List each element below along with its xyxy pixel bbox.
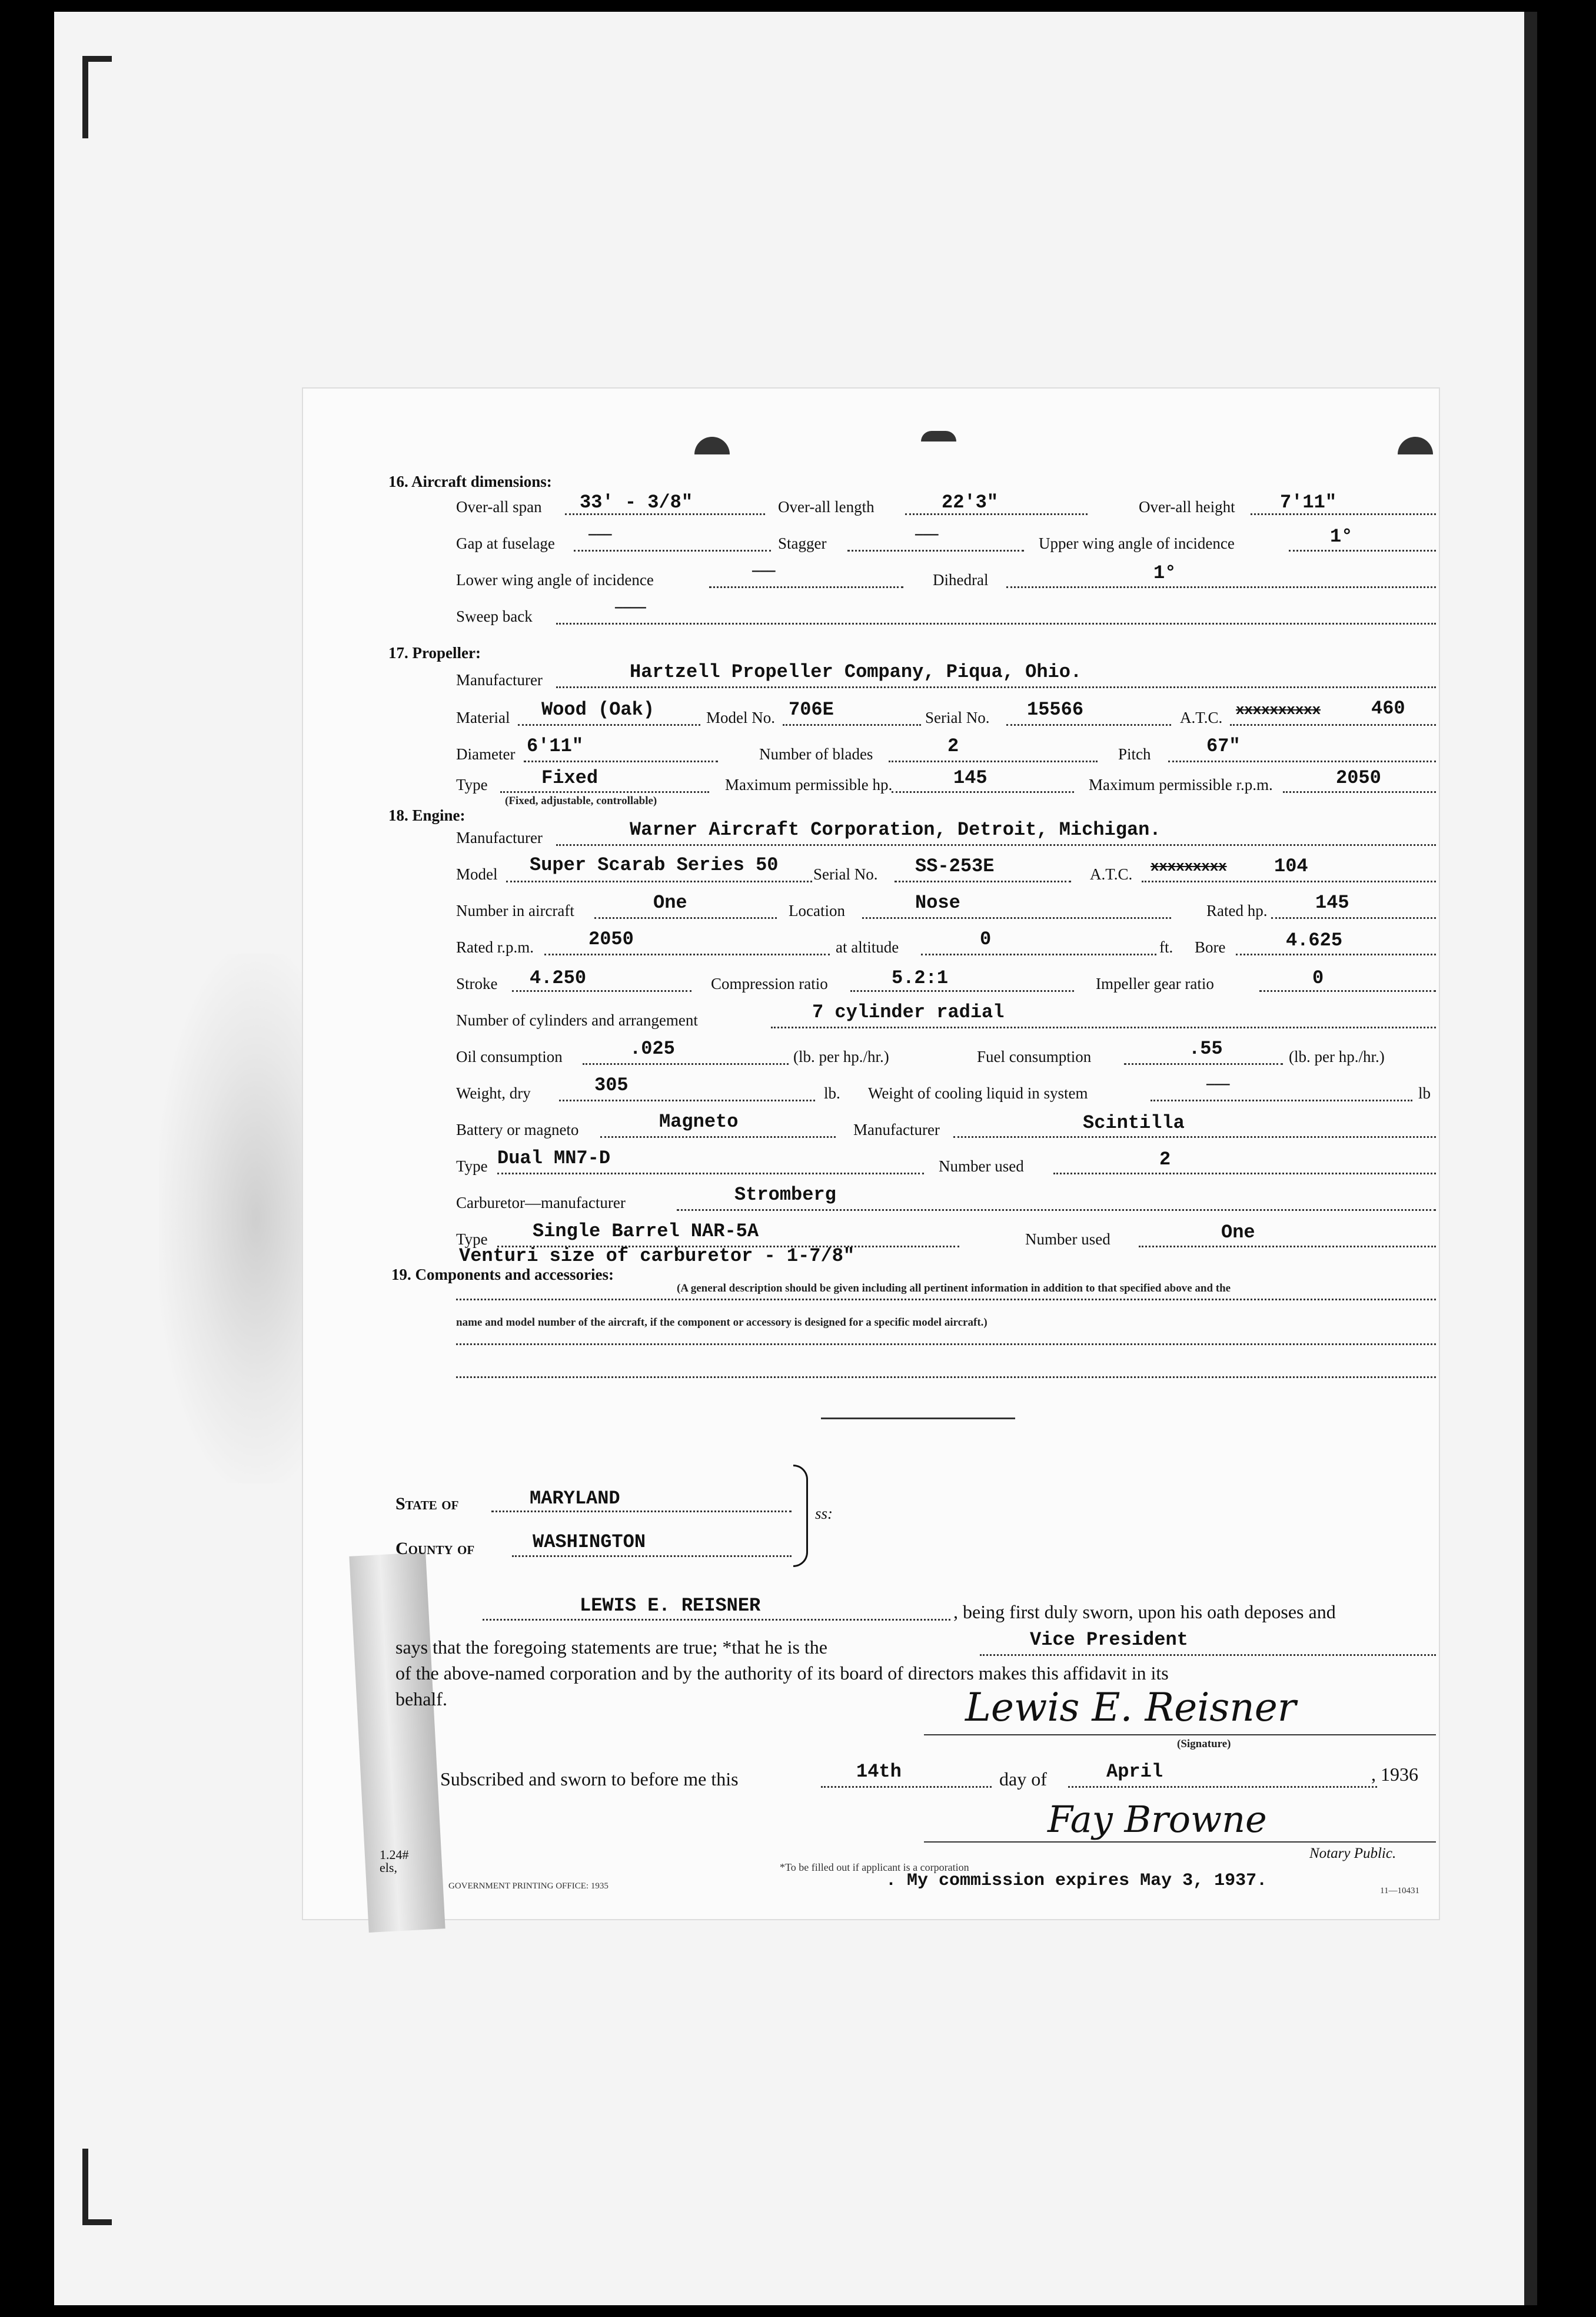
- upper-incidence-value: 1°: [1330, 526, 1353, 547]
- bore-label: Bore: [1195, 938, 1226, 956]
- weight-label: Weight, dry: [456, 1084, 531, 1102]
- propeller-type-label: Type: [456, 776, 488, 794]
- upper-incidence-line: [1289, 550, 1436, 552]
- max-rpm-line: [1283, 791, 1436, 793]
- magneto-type-value: Dual MN7-D: [497, 1147, 611, 1169]
- components-note-2: name and model number of the aircraft, if the component or accessory is designed for a specific model aircraft.): [456, 1316, 987, 1329]
- cylinders-label: Number of cylinders and arrangement: [456, 1011, 698, 1029]
- propeller-model-label: Model No.: [706, 709, 775, 726]
- magneto-manufacturer-label: Manufacturer: [853, 1121, 940, 1138]
- printing-office: GOVERNMENT PRINTING OFFICE: 1935: [448, 1881, 609, 1891]
- crop-mark-top-arm: [82, 56, 112, 62]
- altitude-value: 0: [980, 928, 992, 950]
- form-number: 11—10431: [1380, 1886, 1419, 1896]
- notary-line: [924, 1841, 1436, 1843]
- signature-label: (Signature): [1177, 1738, 1231, 1750]
- compression-label: Compression ratio: [711, 975, 828, 992]
- diameter-line: [524, 761, 718, 762]
- oil-line: [583, 1063, 789, 1065]
- notary-signature: Fay Browne: [1048, 1798, 1267, 1841]
- engine-serial-line: [895, 881, 1071, 882]
- material-label: Material: [456, 709, 510, 726]
- engine-manufacturer-value: Warner Aircraft Corporation, Detroit, Michigan.: [630, 819, 1161, 841]
- crop-mark-bottom: [82, 2149, 88, 2225]
- cooling-value: ———: [1206, 1077, 1230, 1092]
- weight-value: 305: [594, 1074, 629, 1096]
- county-label: County of: [395, 1539, 475, 1558]
- compression-value: 5.2:1: [892, 967, 949, 989]
- pitch-value: 67": [1206, 735, 1241, 757]
- engine-atc-label: A.T.C.: [1090, 865, 1133, 883]
- lower-incidence-value: ———: [752, 564, 776, 579]
- weight-line: [559, 1100, 815, 1101]
- carburetor-manufacturer-line: [677, 1209, 1436, 1211]
- impeller-line: [1259, 990, 1436, 992]
- oil-unit: (lb. per hp./hr.): [793, 1048, 889, 1065]
- engine-manufacturer-line: [556, 844, 1436, 846]
- rated-hp-value: 145: [1315, 892, 1349, 914]
- section-19-title: 19. Components and accessories:: [391, 1266, 614, 1283]
- bore-line: [1236, 954, 1436, 955]
- commission-expiry: . My commission expires May 3, 1937.: [886, 1871, 1268, 1891]
- cylinders-value: 7 cylinder radial: [812, 1001, 1005, 1023]
- battery-value: Magneto: [659, 1111, 739, 1133]
- diameter-label: Diameter: [456, 745, 516, 763]
- punch-hole: [694, 437, 730, 454]
- sweep-label: Sweep back: [456, 608, 533, 625]
- sweep-line: [556, 623, 1436, 625]
- number-in-aircraft-value: One: [653, 892, 687, 914]
- affiant-name-line: [483, 1619, 950, 1621]
- affiant-title-line: [980, 1654, 1436, 1656]
- signature-line: [924, 1734, 1436, 1735]
- components-line-3: [456, 1376, 1436, 1378]
- carburetor-number-label: Number used: [1025, 1230, 1110, 1248]
- rated-rpm-label: Rated r.p.m.: [456, 938, 534, 956]
- pitch-line: [1168, 761, 1436, 762]
- lower-incidence-line: [709, 586, 903, 588]
- engine-manufacturer-label: Manufacturer: [456, 829, 543, 847]
- upper-incidence-label: Upper wing angle of incidence: [1039, 535, 1235, 552]
- components-line-2: [456, 1343, 1436, 1345]
- stagger-value: ———: [915, 527, 939, 542]
- magneto-number-label: Number used: [939, 1157, 1024, 1175]
- max-rpm-label: Maximum permissible r.p.m.: [1089, 776, 1273, 794]
- affidavit-text-2: says that the foregoing statements are true; *that he is the: [395, 1636, 827, 1658]
- overall-span-line: [565, 513, 765, 515]
- overall-length-line: [905, 513, 1088, 515]
- dihedral-value: 1°: [1153, 562, 1176, 584]
- gap-value: ———: [588, 527, 612, 542]
- lower-incidence-label: Lower wing angle of incidence: [456, 571, 654, 589]
- battery-line: [600, 1136, 836, 1138]
- impeller-label: Impeller gear ratio: [1096, 975, 1214, 992]
- ft-label: ft.: [1159, 938, 1173, 956]
- propeller-serial-label: Serial No.: [925, 709, 990, 726]
- blades-line: [889, 761, 1098, 762]
- brace: [793, 1465, 808, 1567]
- magneto-manufacturer-value: Scintilla: [1083, 1112, 1185, 1134]
- punch-hole: [921, 431, 956, 442]
- max-rpm-value: 2050: [1336, 767, 1381, 789]
- propeller-atc-line: [1230, 724, 1436, 726]
- propeller-model-value: 706E: [789, 699, 834, 721]
- section-17-title: 17. Propeller:: [388, 644, 481, 662]
- dihedral-line: [1006, 586, 1436, 588]
- fuel-value: .55: [1189, 1038, 1223, 1060]
- max-hp-line: [892, 791, 1074, 793]
- overall-span-value: 33' - 3/8": [580, 492, 693, 513]
- cooling-unit: lb: [1418, 1084, 1431, 1102]
- engine-atc-line: [1142, 881, 1436, 882]
- day-of-label: day of: [999, 1768, 1047, 1790]
- crop-mark-bottom-arm: [82, 2219, 112, 2225]
- month-value: April: [1106, 1761, 1163, 1782]
- bore-value: 4.625: [1286, 930, 1343, 951]
- carburetor-manufacturer-label: Carburetor—manufacturer: [456, 1194, 626, 1211]
- propeller-type-value: Fixed: [541, 767, 598, 789]
- gap-label: Gap at fuselage: [456, 535, 555, 552]
- max-hp-label: Maximum permissible hp.: [725, 776, 893, 794]
- propeller-manufacturer-line: [556, 686, 1436, 688]
- cylinders-line: [771, 1027, 1436, 1028]
- location-label: Location: [789, 902, 845, 920]
- propeller-manufacturer-value: Hartzell Propeller Company, Piqua, Ohio.: [630, 661, 1082, 683]
- month-line: [1068, 1786, 1377, 1788]
- magneto-type-line: [497, 1173, 924, 1174]
- year-value: , 1936: [1371, 1764, 1418, 1785]
- state-line: [491, 1511, 792, 1512]
- crop-mark-top: [82, 56, 88, 138]
- corporation-footnote: *To be filled out if applicant is a corporation: [780, 1861, 969, 1873]
- blades-label: Number of blades: [759, 745, 873, 763]
- components-line-1: [456, 1299, 1436, 1300]
- material-line: [518, 724, 700, 726]
- section-16-title: 16. Aircraft dimensions:: [388, 473, 552, 490]
- carburetor-type-label: Type: [456, 1230, 488, 1248]
- propeller-atc-value: 460: [1371, 698, 1405, 719]
- cooling-label: Weight of cooling liquid in system: [868, 1084, 1088, 1102]
- notary-label: Notary Public.: [1309, 1845, 1396, 1861]
- rated-rpm-value: 2050: [588, 928, 634, 950]
- magneto-manufacturer-line: [953, 1136, 1436, 1138]
- carburetor-number-line: [1139, 1246, 1436, 1247]
- rated-hp-label: Rated hp.: [1206, 902, 1268, 920]
- magneto-number-line: [1053, 1173, 1436, 1174]
- impeller-value: 0: [1312, 967, 1324, 989]
- components-note-1: (A general description should be given including all pertinent information in addition to that specified above and the: [677, 1282, 1231, 1294]
- overall-length-label: Over-all length: [778, 498, 875, 516]
- propeller-serial-value: 15566: [1027, 699, 1084, 721]
- stroke-value: 4.250: [530, 967, 587, 989]
- affiant-signature: Lewis E. Reisner: [965, 1685, 1296, 1730]
- margin-note: 1.24# els,: [380, 1847, 409, 1875]
- affiant-title: Vice President: [1030, 1629, 1188, 1651]
- rated-hp-line: [1271, 917, 1436, 919]
- affidavit-text-4: behalf.: [395, 1688, 447, 1709]
- section-18-title: 18. Engine:: [388, 806, 466, 824]
- ss-label: ss:: [815, 1505, 833, 1522]
- stagger-label: Stagger: [778, 535, 827, 552]
- pitch-label: Pitch: [1118, 745, 1151, 763]
- carburetor-manufacturer-value: Stromberg: [734, 1184, 836, 1206]
- venturi-note: Venturi size of carburetor - 1-7/8": [459, 1245, 855, 1267]
- dihedral-label: Dihedral: [933, 571, 989, 589]
- overall-height-value: 7'11": [1280, 492, 1337, 513]
- punch-hole: [1398, 437, 1433, 454]
- material-value: Wood (Oak): [541, 699, 655, 721]
- engine-model-label: Model: [456, 865, 498, 883]
- propeller-type-note: (Fixed, adjustable, controllable): [505, 795, 657, 807]
- overall-span-label: Over-all span: [456, 498, 542, 516]
- day-line: [821, 1786, 992, 1788]
- section-divider: [821, 1418, 1015, 1419]
- overall-height-line: [1251, 513, 1436, 515]
- rated-rpm-line: [544, 954, 830, 955]
- propeller-model-line: [783, 724, 921, 726]
- number-in-aircraft-label: Number in aircraft: [456, 902, 574, 920]
- stagger-line: [847, 550, 1024, 552]
- propeller-manufacturer-label: Manufacturer: [456, 671, 543, 689]
- film-edge: [1524, 12, 1537, 2305]
- sweep-value: ————: [615, 600, 646, 615]
- fuel-label: Fuel consumption: [977, 1048, 1092, 1065]
- carburetor-number-value: One: [1221, 1221, 1255, 1243]
- compression-line: [850, 990, 1074, 992]
- gap-line: [574, 550, 771, 552]
- engine-atc-struck: xxxxxxxxx: [1151, 859, 1227, 875]
- altitude-label: at altitude: [836, 938, 899, 956]
- affidavit-text-1: , being first duly sworn, upon his oath deposes and: [953, 1601, 1336, 1622]
- county-line: [512, 1555, 792, 1557]
- magneto-number-value: 2: [1159, 1148, 1171, 1170]
- magneto-type-label: Type: [456, 1157, 488, 1175]
- subscribed-text: Subscribed and sworn to before me this: [440, 1768, 739, 1790]
- location-line: [862, 917, 1171, 919]
- altitude-line: [921, 954, 1156, 955]
- location-value: Nose: [915, 892, 960, 914]
- state-value: MARYLAND: [530, 1488, 620, 1509]
- overall-height-label: Over-all height: [1139, 498, 1235, 516]
- propeller-serial-line: [1006, 724, 1171, 726]
- number-in-aircraft-line: [594, 917, 777, 919]
- county-value: WASHINGTON: [533, 1531, 646, 1553]
- overall-length-value: 22'3": [942, 492, 999, 513]
- fuel-unit: (lb. per hp./hr.): [1289, 1048, 1385, 1065]
- blades-value: 2: [947, 735, 959, 757]
- oil-label: Oil consumption: [456, 1048, 563, 1065]
- diameter-value: 6'11": [527, 735, 584, 757]
- engine-serial-label: Serial No.: [813, 865, 878, 883]
- day-value: 14th: [856, 1761, 902, 1782]
- state-label: State of: [395, 1494, 459, 1513]
- engine-atc-value: 104: [1274, 855, 1308, 877]
- engine-model-value: Super Scarab Series 50: [530, 854, 779, 876]
- engine-model-line: [506, 881, 812, 882]
- stroke-label: Stroke: [456, 975, 498, 992]
- fuel-line: [1124, 1063, 1283, 1065]
- cooling-line: [1151, 1100, 1412, 1101]
- affiant-name: LEWIS E. REISNER: [580, 1595, 761, 1616]
- stroke-line: [512, 990, 691, 992]
- affidavit-text-3: of the above-named corporation and by the authority of its board of directors makes this affidavit in its: [395, 1662, 1169, 1684]
- weight-unit: lb.: [824, 1084, 840, 1102]
- propeller-atc-label: A.T.C.: [1180, 709, 1223, 726]
- propeller-atc-struck: xxxxxxxxxx: [1236, 703, 1321, 719]
- oil-value: .025: [630, 1038, 675, 1060]
- battery-label: Battery or magneto: [456, 1121, 579, 1138]
- propeller-type-line: [500, 791, 709, 793]
- engine-serial-value: SS-253E: [915, 855, 995, 877]
- max-hp-value: 145: [953, 767, 987, 789]
- carburetor-type-value: Single Barrel NAR-5A: [533, 1220, 759, 1242]
